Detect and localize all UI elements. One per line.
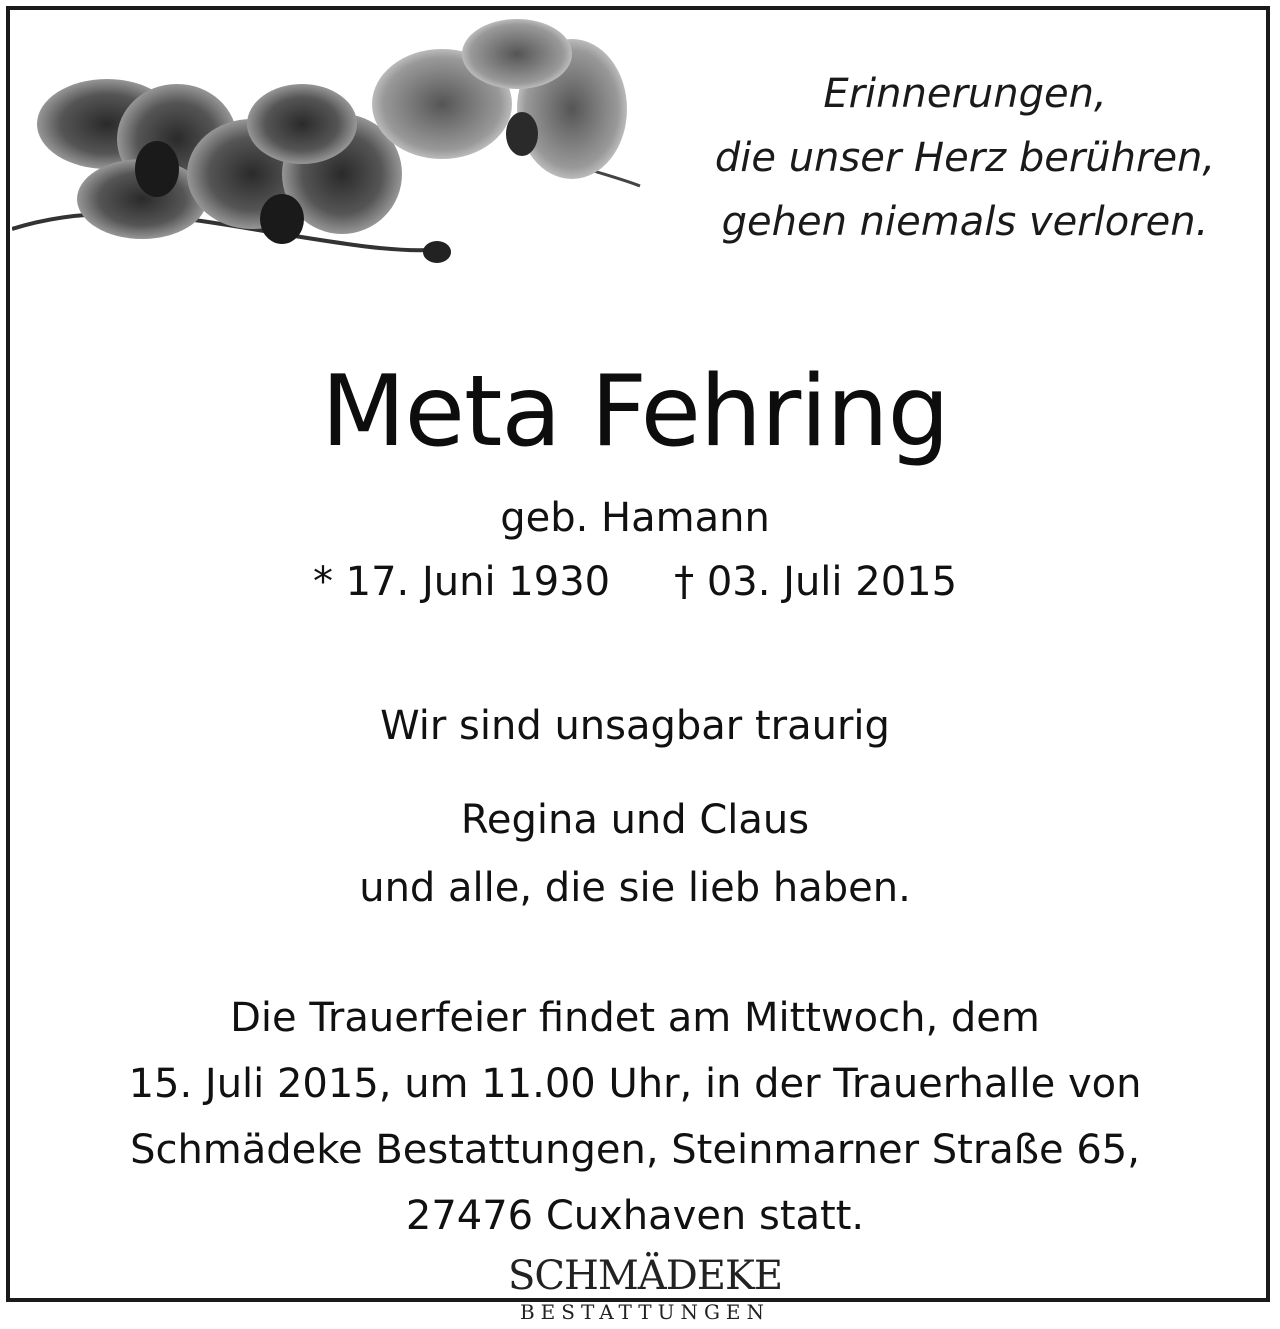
ceremony-text-line: 15. Juli 2015, um 11.00 Uhr, in der Trauerhalle von [128, 1061, 1142, 1107]
quote-line: Erinnerungen, [823, 71, 1107, 117]
family-names: Regina und Claus [460, 797, 810, 843]
logo-subtitle: BESTATTUNGEN [519, 1300, 771, 1324]
deceased-name: Meta Fehring [321, 355, 949, 469]
ceremony-text-line: Die Trauerfeier findet am Mittwoch, dem [230, 995, 1040, 1041]
quote-line: gehen niemals verloren. [721, 199, 1209, 245]
birth-date: * 17. Juni 1930 [312, 559, 611, 605]
orchid-flower-3 [372, 19, 627, 179]
maiden-name: geb. Hamann [500, 495, 770, 541]
orchid-image [12, 14, 642, 304]
death-date: † 03. Juli 2015 [674, 559, 958, 605]
logo-name: SCHMÄDEKE [507, 1253, 783, 1299]
memorial-quote [660, 62, 1270, 254]
ceremony-text-line: Schmädeke Bestattungen, Steinmarner Straße 65, [130, 1127, 1140, 1173]
ceremony-text-line: 27476 Cuxhaven statt. [405, 1193, 865, 1239]
quote-line: die unser Herz berühren, [714, 135, 1216, 181]
funeral-home-logo [480, 1254, 810, 1324]
grief-message: Wir sind unsagbar traurig [380, 703, 890, 749]
family-others: und alle, die sie lieb haben. [359, 865, 911, 911]
life-dates [0, 554, 1270, 610]
